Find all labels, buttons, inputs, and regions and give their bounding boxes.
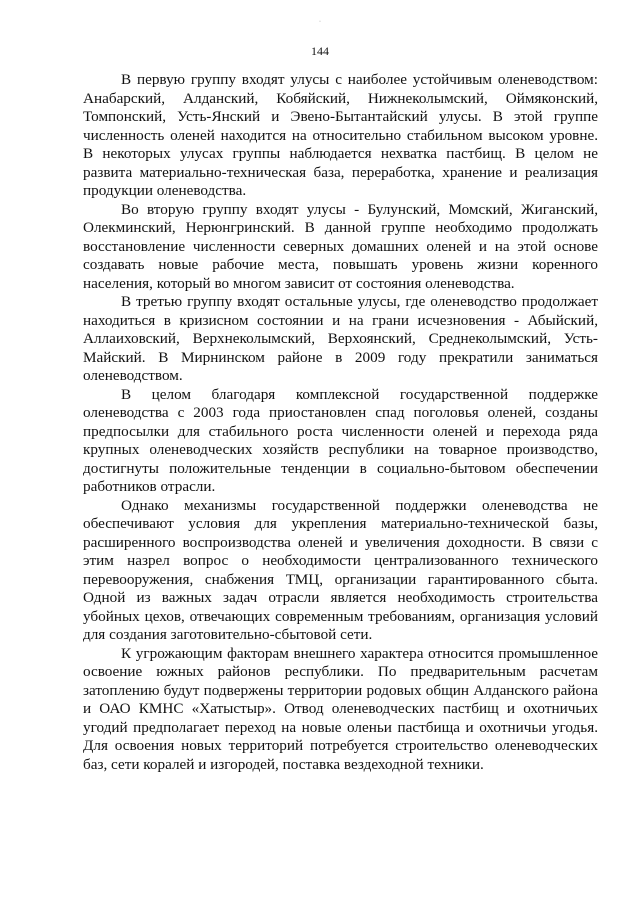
page-number: 144 xyxy=(311,44,329,58)
body-text xyxy=(83,71,598,774)
scan-mark: · xyxy=(319,19,321,25)
paragraph-state-support: В целом благодаря комплексной государственной поддержке оленеводства с 2003 года приостановлен спад поголовья оленей, созданы предпосылки для стабильного роста численности оленей и перехода ряда крупных оленеводческих хозяйств республики на товарное производство, достигнуты положительные тенденции в социально-бытовом обеспечении работников отрасли. xyxy=(83,385,598,495)
paragraph-second-group: Во вторую группу входят улусы - Булунский, Момский, Жиганский, Олекминский, Нерюнгринский. В данной группе необходимо продолжать восстановление численности северных домашних оленей и на этой основе создавать новые рабочие места, повышать уровень жизни коренного населения, который во многом зависит от состояния оленеводства. xyxy=(83,200,598,292)
paragraph-first-group: В первую группу входят улусы с наиболее устойчивым оленеводством: Анабарский, Алданский, Кобяйский, Нижнеколымский, Оймяконский, Томпонский, Усть-Янский и Эвено-Бытантайский улусы. В этой группе численность оленей находится на относительно стабильном высоком уровне. В некоторых улусах группы наблюдается нехватка пастбищ. В целом не развита материально-техническая база, переработка, хранение и реализация продукции оленеводства. xyxy=(83,71,598,199)
paragraph-external-threats: К угрожающим факторам внешнего характера относится промышленное освоение южных районов республики. По предварительным расчетам затоплению будут подвержены территории родовых общин Алданского района и ОАО КМНС «Хатыстыр». Отвод оленеводческих пастбищ и охотничьих угодий предполагает переход на новые оленьи пастбища и охотничьи угодья. Для освоения новых территорий потребуется строительство оленеводческих баз, сети коралей и изгородей, поставка вездеходной техники. xyxy=(83,644,598,773)
paragraph-third-group: В третью группу входят остальные улусы, где оленеводство продолжает находиться в кризисном состоянии и на грани исчезновения - Абыйский, Аллаиховский, Верхнеколымский, Верхоянский, Среднеколымский, Усть-Майский. В Мирнинском районе в 2009 году прекратили заниматься оленеводством. xyxy=(83,293,598,384)
paragraph-support-mechanisms: Однако механизмы государственной поддержки оленеводства не обеспечивают условия для укрепления материально-технической базы, расширенного воспроизводства оленей и увеличения доходности. В связи с этим назрел вопрос о необходимости централизованного технического перевооружения, снабжения ТМЦ, организации гарантированного сбыта. Одной из важных задач отрасли является необходимость строительства убойных цехов, отвечающих современным требованиям, организация условий для создания заготовительно-сбытовой сети. xyxy=(83,496,598,643)
